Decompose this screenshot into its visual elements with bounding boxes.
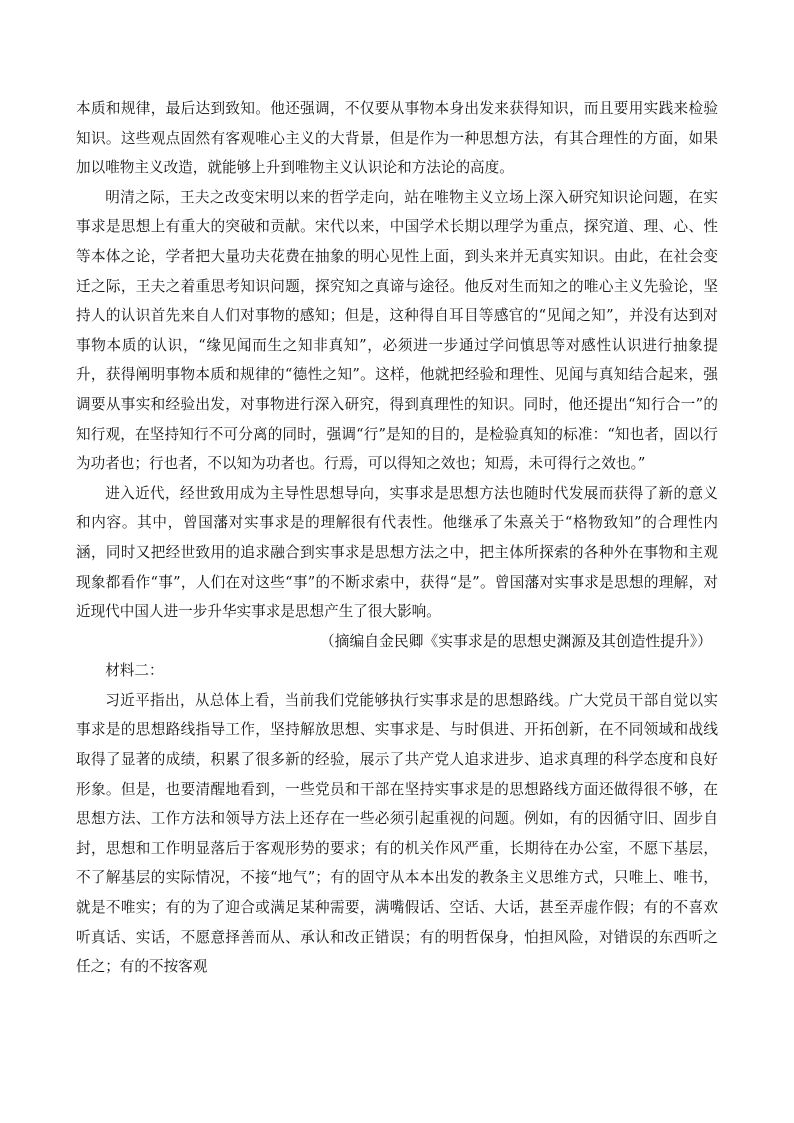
- paragraph-wang-fuzhi: 明清之际，王夫之改变宋明以来的哲学走向，站在唯物主义立场上深入研究知识论问题，在实事求是思想上有重大的突破和贡献。宋代以来，中国学术长期以理学为重点，探究道、理、心、性等本体之论，学者把大量功夫花费在抽象的明心见性上面，到头来并无真实知识。由此，在社会变迁之际，王夫之着重思考知识问题，探究知之真谛与途径。他反对生而知之的唯心主义先验论，坚持人的认识首先来自人们对事物的感知；但是，这种得自耳目等感官的“见闻之知”，并没有达到对事物本质的认识，“缘见闻而生之知非真知”，必须进一步通过学问慎思等对感性认识进行抽象提升，获得阐明事物本质和规律的“德性之知”。这样，他就把经验和理性、见闻与真知结合起来，强调要从事实和经验出发，对事物进行深入研究，得到真理性的知识。同时，他还提出“知行合一”的知行观，在坚持知行不可分离的同时，强调“行”是知的目的，是检验真知的标准：“知也者，固以行为功者也；行也者，不以知为功者也。行焉，可以得知之效也；知焉，未可得行之效也。”: [76, 188, 718, 473]
- paragraph-material-2: 习近平指出，从总体上看，当前我们党能够执行实事求是的思想路线。广大党员干部自觉以实事求是的思想路线指导工作，坚持解放思想、实事求是、与时俱进、开拓创新，在不同领域和战线取得了显著的成绩，积累了很多新的经验，展示了共产党人追求进步、追求真理的科学态度和良好形象。但是，也要清醒地看到，一些党员和干部在坚持实事求是的思想路线方面还做得很不够，在思想方法、工作方法和领导方法上还存在一些必须引起重视的问题。例如，有的因循守旧、固步自封，思想和工作明显落后于客观形势的要求；有的机关作风严重，长期待在办公室，不愿下基层，不了解基层的实际情况，不接“地气”；有的固守从本本出发的教条主义思维方式，只唯上、唯书，就是不唯实；有的为了迎合或满足某种需要，满嘴假话、空话、大话，甚至弄虚作假；有的不喜欢听真话、实话，不愿意择善而从、承认和改正错误；有的明哲保身，怕担风险，对错误的东西听之任之；有的不按客观: [76, 691, 718, 976]
- material-2-heading: 材料二：: [105, 662, 164, 680]
- paragraph-continuation: 本质和规律，最后达到致知。他还强调，不仅要从事物本身出发来获得知识，而且要用实践来检验知识。这些观点固然有客观唯心主义的大背景，但是作为一种思想方法，有其合理性的方面，如果加以唯物主义改造，就能够上升到唯物主义认识论和方法论的高度。: [76, 100, 718, 177]
- document-page: [76, 94, 718, 982]
- source-citation: （摘编自金民卿《实事求是的思想史渊源及其创造性提升》）: [319, 632, 712, 650]
- paragraph-modern-era: 进入近代，经世致用成为主导性思想导向，实事求是思想方法也随时代发展而获得了新的意义和内容。其中，曾国藩对实事求是的理解很有代表性。他继承了朱熹关于“格物致知”的合理性内涵，同时又把经世致用的追求融合到实事求是思想方法之中，把主体所探索的各种外在事物和主观现象都看作“事”，人们在对这些“事”的不断求索中，获得“是”。曾国藩对实事求是思想的理解，对近现代中国人进一步升华实事求是思想产生了很大影响。: [76, 484, 718, 621]
